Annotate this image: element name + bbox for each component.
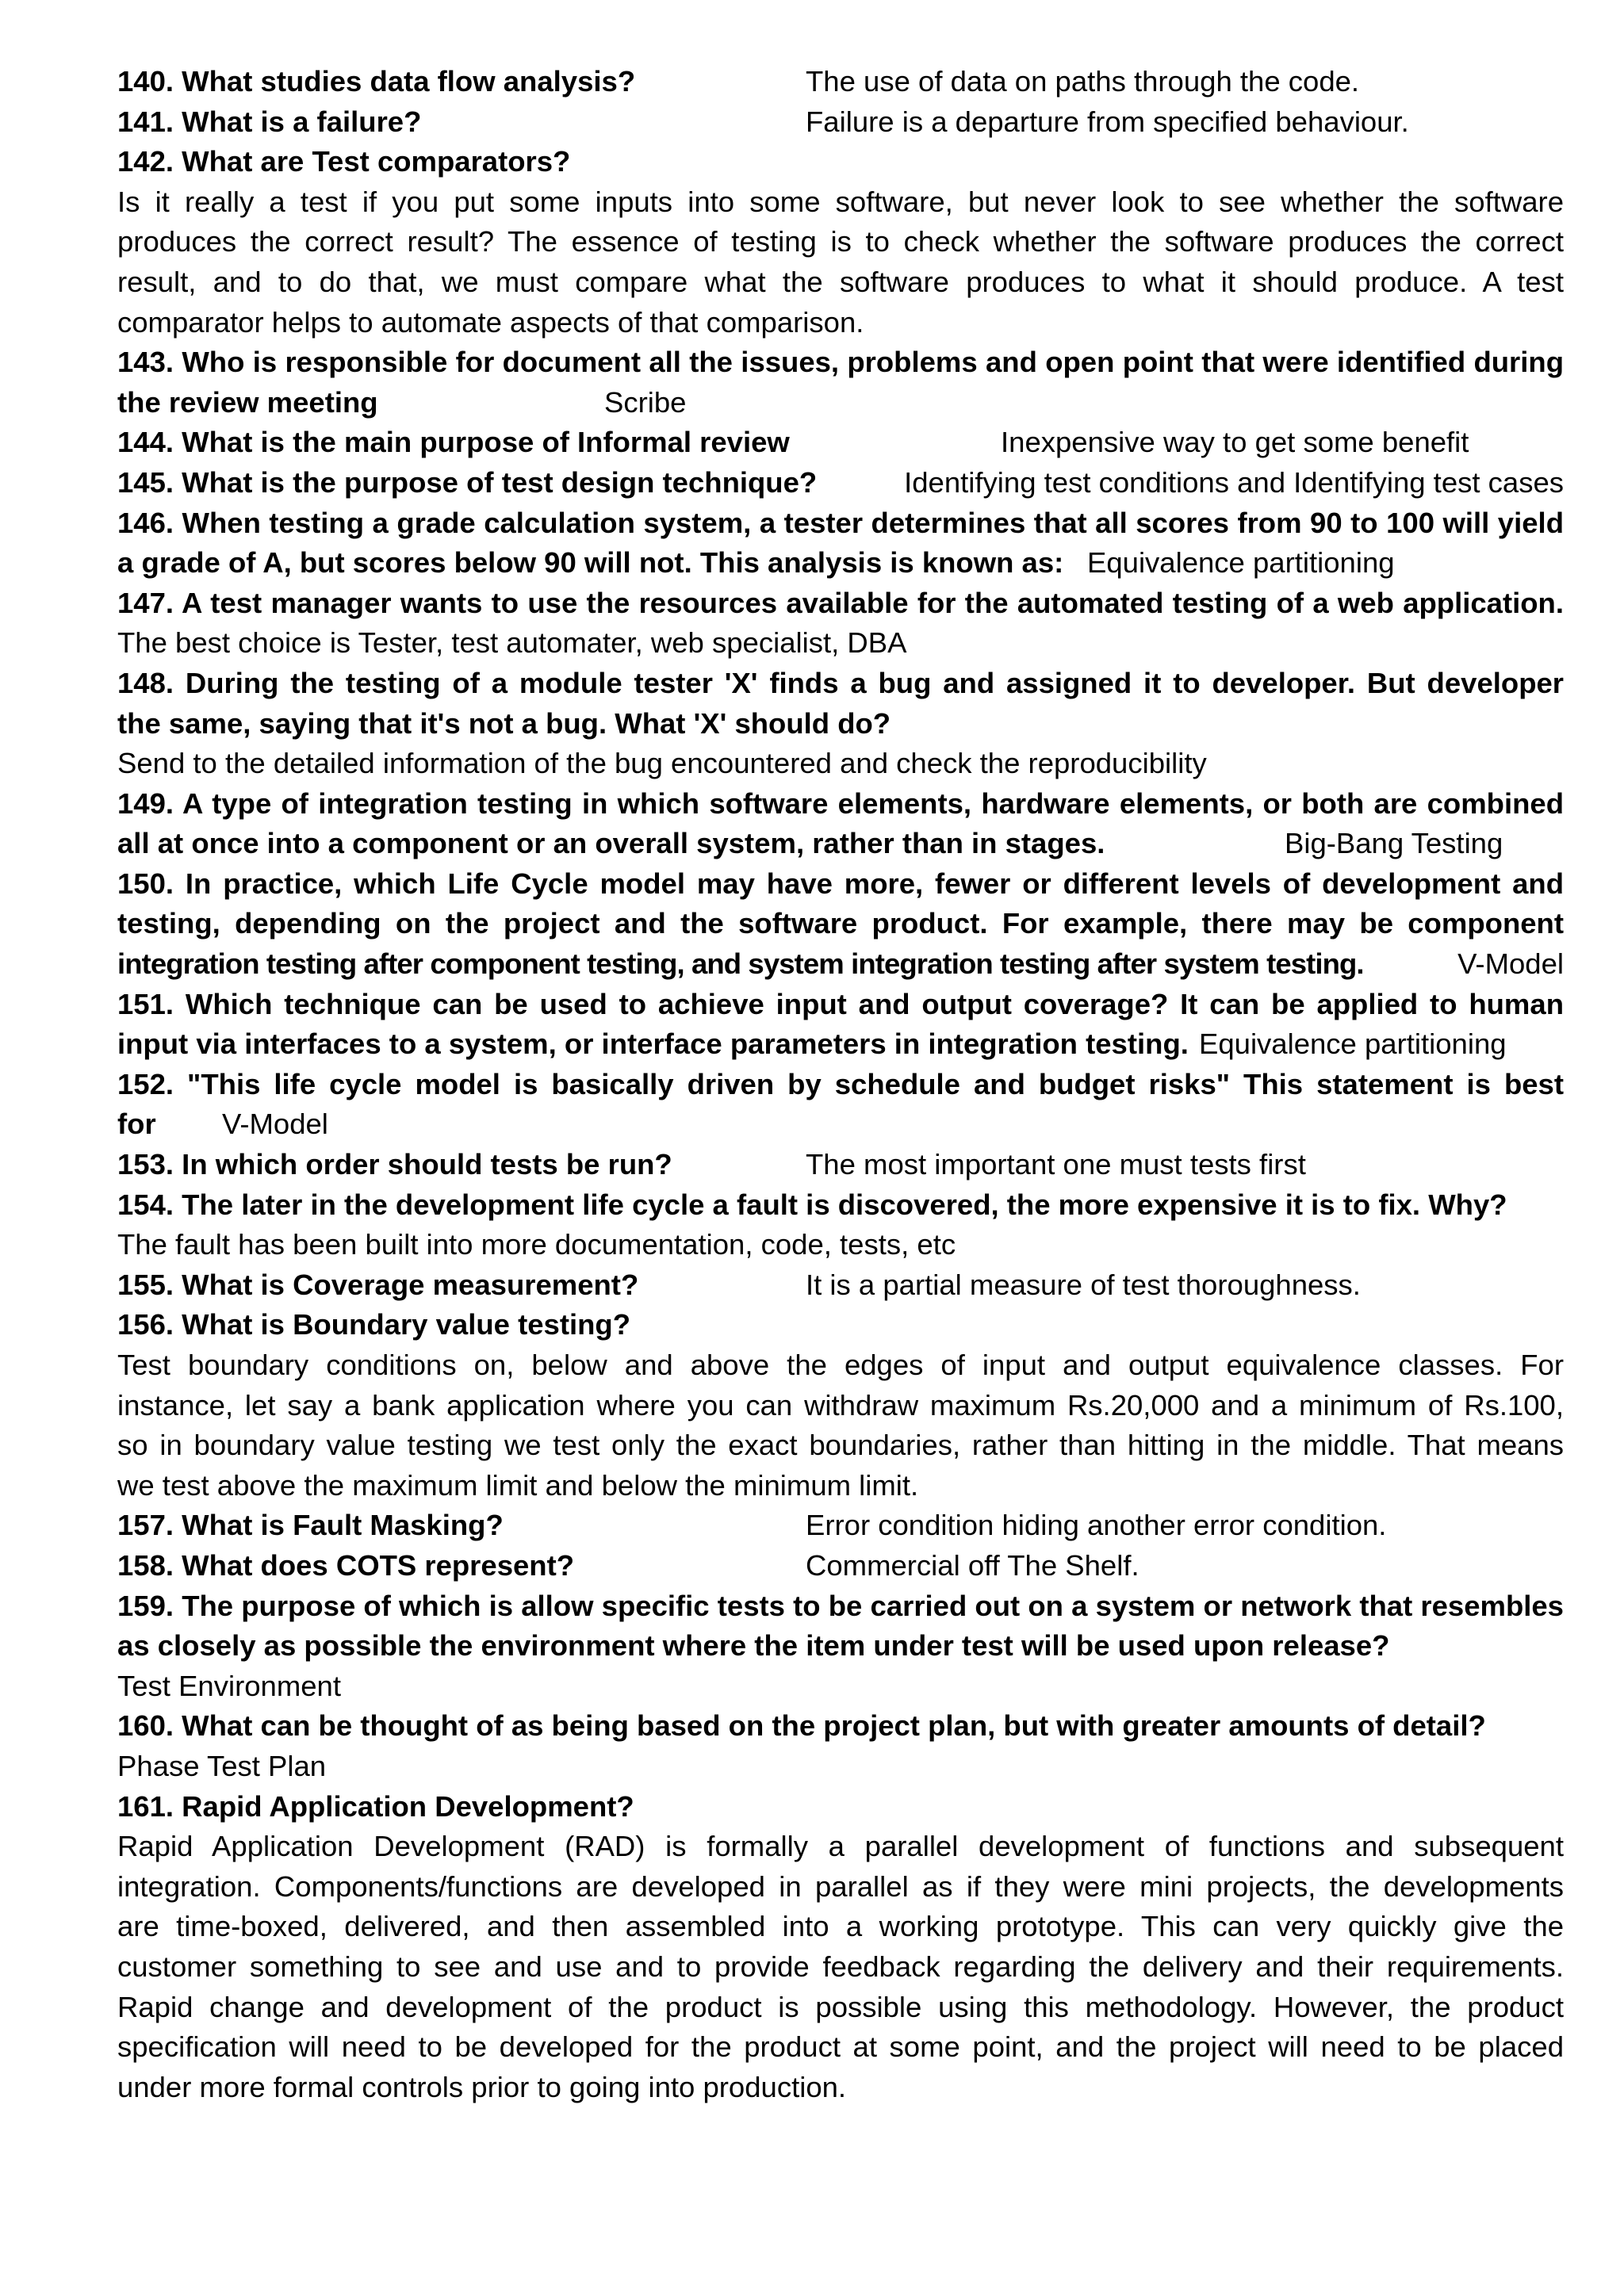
qa-141 bbox=[117, 102, 1564, 143]
answer-148: Send to the detailed information of the bug encountered and check the reproducibility bbox=[117, 747, 1207, 780]
answer-161-line-6: specification will need to be developed for the product at some point, and the project will need to be placed bbox=[117, 2030, 1564, 2064]
answer-161-line-4: customer something to see and use and to provide feedback regarding the delivery and their requirements. bbox=[117, 1950, 1564, 1983]
question-148-line-1: 148. During the testing of a module tester 'X' finds a bug and assigned it to developer. But developer bbox=[117, 666, 1564, 699]
answer-156-line-1: Test boundary conditions on, below and above the edges of input and output equivalence classes. For bbox=[117, 1349, 1564, 1381]
question-152-line-1: 152. "This life cycle model is basically driven by schedule and budget risks" This statement is best bbox=[117, 1067, 1564, 1100]
qa-158 bbox=[117, 1546, 1564, 1586]
question-144: 144. What is the main purpose of Informal review bbox=[117, 426, 790, 459]
question-151-line-1: 151. Which technique can be used to achieve input and output coverage? It can be applied to human bbox=[117, 987, 1564, 1020]
question-159-line-2: as closely as possible the environment where the item under test will be used upon release? bbox=[117, 1629, 1390, 1663]
document-page bbox=[117, 62, 1564, 2107]
question-152-line-2: for bbox=[117, 1108, 156, 1141]
answer-142-line-4: comparator helps to automate aspects of that comparison. bbox=[117, 305, 864, 339]
question-146-line-1: 146. When testing a grade calculation system, a tester determines that all scores from 90 to 100 will yield bbox=[117, 506, 1564, 539]
answer-141: Failure is a departure from specified behaviour. bbox=[806, 105, 1409, 138]
answer-161-line-7: under more formal controls prior to going into production. bbox=[117, 2070, 847, 2103]
question-149-line-2: all at once into a component or an overall system, rather than in stages. bbox=[117, 827, 1105, 860]
answer-145: Identifying test conditions and Identifying test cases bbox=[904, 465, 1564, 499]
answer-142-line-1: Is it really a test if you put some inputs into some software, but never look to see whether the software bbox=[117, 185, 1564, 218]
question-150-line-2: testing, depending on the project and the software product. For example, there may be component bbox=[117, 907, 1564, 940]
qa-157 bbox=[117, 1506, 1564, 1546]
question-158: 158. What does COTS represent? bbox=[117, 1548, 575, 1582]
qa-144 bbox=[117, 423, 1564, 463]
qa-145 bbox=[117, 463, 1564, 503]
answer-156-line-3: so in boundary value testing we test only the exact boundaries, rather than hitting in the middle. That means bbox=[117, 1429, 1564, 1462]
answer-159: Test Environment bbox=[117, 1669, 341, 1702]
answer-140: The use of data on paths through the code. bbox=[806, 65, 1360, 98]
question-159-line-1: 159. The purpose of which is allow specific tests to be carried out on a system or network that resembles bbox=[117, 1589, 1564, 1622]
qa-146-line-2 bbox=[117, 543, 1564, 584]
question-151-line-2: input via interfaces to a system, or interface parameters in integration testing. bbox=[117, 1027, 1189, 1061]
question-157: 157. What is Fault Masking? bbox=[117, 1509, 504, 1542]
answer-161-line-3: are time-boxed, delivered, and then assembled into a working prototype. This can very quickly give the bbox=[117, 1910, 1564, 1943]
question-142: 142. What are Test comparators? bbox=[117, 145, 571, 178]
question-156: 156. What is Boundary value testing? bbox=[117, 1308, 631, 1341]
answer-161-line-1: Rapid Application Development (RAD) is formally a parallel development of functions and subsequent bbox=[117, 1830, 1564, 1863]
answer-149: Big-Bang Testing bbox=[1285, 827, 1503, 860]
question-141: 141. What is a failure? bbox=[117, 105, 422, 138]
question-143-line-2: the review meeting bbox=[117, 385, 378, 419]
answer-161-line-2: integration. Components/functions are developed in parallel as if they were mini projects, the developments bbox=[117, 1869, 1564, 1903]
question-145: 145. What is the purpose of test design technique? bbox=[117, 465, 818, 499]
answer-144: Inexpensive way to get some benefit bbox=[1001, 426, 1469, 459]
answer-153: The most important one must tests first bbox=[806, 1148, 1306, 1181]
qa-140 bbox=[117, 62, 1564, 102]
answer-154: The fault has been built into more documentation, code, tests, etc bbox=[117, 1228, 956, 1261]
question-155: 155. What is Coverage measurement? bbox=[117, 1268, 639, 1301]
question-149-line-1: 149. A type of integration testing in which software elements, hardware elements, or both are combined bbox=[117, 786, 1564, 820]
qa-143-line-2 bbox=[117, 383, 1564, 423]
answer-156-line-4: we test above the maximum limit and below the minimum limit. bbox=[117, 1468, 919, 1502]
answer-152: V-Model bbox=[222, 1108, 328, 1141]
question-140: 140. What studies data flow analysis? bbox=[117, 65, 636, 98]
answer-151: Equivalence partitioning bbox=[1199, 1027, 1507, 1061]
question-150-line-1: 150. In practice, which Life Cycle model may have more, fewer or different levels of development and bbox=[117, 867, 1564, 900]
answer-155: It is a partial measure of test thoroughness. bbox=[806, 1268, 1361, 1301]
answer-146: Equivalence partitioning bbox=[1087, 546, 1395, 580]
qa-150-line-3 bbox=[117, 944, 1564, 985]
qa-153 bbox=[117, 1145, 1564, 1185]
question-147: 147. A test manager wants to use the resources available for the automated testing of a web application. bbox=[117, 586, 1564, 619]
question-154: 154. The later in the development life cycle a fault is discovered, the more expensive it is to fix. Why? bbox=[117, 1188, 1507, 1221]
answer-157: Error condition hiding another error condition. bbox=[806, 1509, 1387, 1542]
question-160: 160. What can be thought of as being based on the project plan, but with greater amounts of detail? bbox=[117, 1709, 1486, 1743]
answer-147: The best choice is Tester, test automater, web specialist, DBA bbox=[117, 626, 907, 660]
answer-158: Commercial off The Shelf. bbox=[806, 1548, 1139, 1582]
qa-155 bbox=[117, 1265, 1564, 1306]
qa-151-line-2 bbox=[117, 1024, 1564, 1065]
question-153: 153. In which order should tests be run? bbox=[117, 1148, 672, 1181]
question-161: 161. Rapid Application Development? bbox=[117, 1789, 634, 1823]
answer-143: Scribe bbox=[604, 385, 687, 419]
answer-142-line-3: result, and to do that, we must compare what the software produces to what it should produce. A test bbox=[117, 265, 1564, 298]
answer-156-line-2: instance, let say a bank application where you can withdraw maximum Rs.20,000 and a minimum of Rs.100, bbox=[117, 1388, 1564, 1422]
answer-142-line-2: produces the correct result? The essence of testing is to check whether the software produces the correct bbox=[117, 225, 1564, 258]
answer-150: V-Model bbox=[1457, 947, 1564, 981]
question-146-line-2: a grade of A, but scores below 90 will not. This analysis is known as: bbox=[117, 546, 1064, 580]
qa-149-line-2 bbox=[117, 824, 1564, 864]
question-150-line-3: integration testing after component testing, and system integration testing after system testing. bbox=[117, 947, 1364, 981]
question-143-line-1: 143. Who is responsible for document all the issues, problems and open point that were identified during bbox=[117, 346, 1564, 379]
qa-152-line-2 bbox=[117, 1104, 1564, 1145]
question-148-line-2: the same, saying that it's not a bug. What 'X' should do? bbox=[117, 706, 891, 740]
answer-161-line-5: Rapid change and development of the product is possible using this methodology. However, the product bbox=[117, 1990, 1564, 2023]
answer-160: Phase Test Plan bbox=[117, 1749, 327, 1782]
